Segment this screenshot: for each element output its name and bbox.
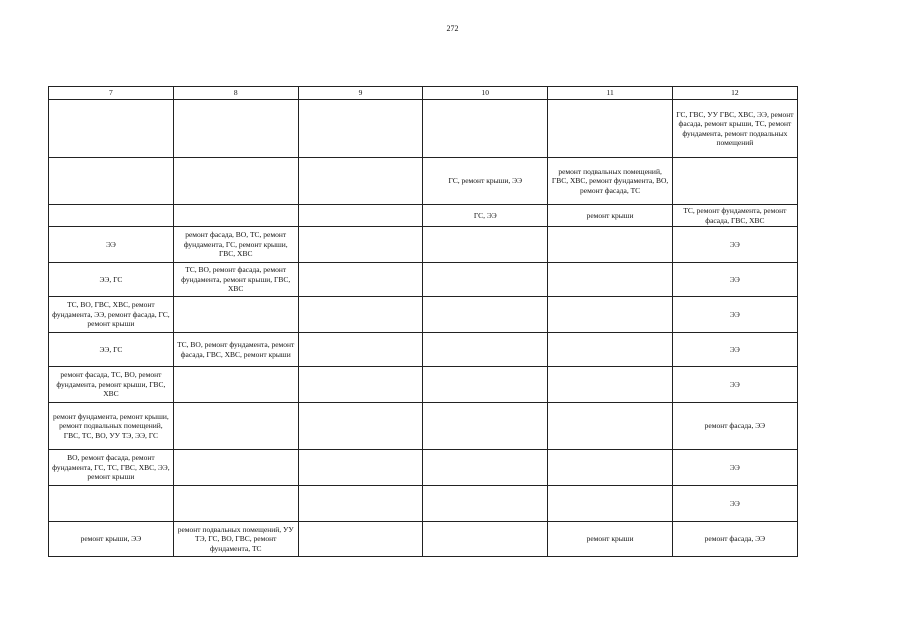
table-cell (298, 333, 423, 367)
table-cell (173, 486, 298, 522)
table-cell (298, 263, 423, 297)
table-row (49, 486, 798, 522)
table-cell (672, 158, 797, 205)
table-cell: ремонт крыши, ЭЭ (49, 522, 174, 557)
table-cell (423, 486, 548, 522)
page-number: 272 (446, 24, 459, 33)
table-body (49, 100, 798, 557)
table-cell (423, 450, 548, 486)
table-cell (423, 100, 548, 158)
table-cell (173, 450, 298, 486)
table-cell: ТС, ремонт фундамента, ремонт фасада, ГВС, ХВС (672, 205, 797, 227)
table-cell (298, 100, 423, 158)
table-cell: ЭЭ (672, 367, 797, 403)
table-cell: ЭЭ, ГС (49, 263, 174, 297)
works-table (48, 86, 798, 557)
table-cell (423, 522, 548, 557)
table-cell (173, 205, 298, 227)
table-cell (423, 333, 548, 367)
column-header: 10 (423, 87, 548, 100)
table-cell: ТС, ВО, ремонт фундамента, ремонт фасада, ГВС, ХВС, ремонт крыши (173, 333, 298, 367)
table-cell: ЭЭ (672, 227, 797, 263)
table-cell: ГС, ЭЭ (423, 205, 548, 227)
table-cell (548, 263, 673, 297)
table-cell (548, 403, 673, 450)
table-cell: ремонт подвальных помещений, ГВС, ХВС, ремонт фундамента, ВО, ремонт фасада, ТС (548, 158, 673, 205)
table-cell: ТС, ВО, ремонт фасада, ремонт фундамента, ремонт крыши, ГВС, ХВС (173, 263, 298, 297)
table-cell (173, 158, 298, 205)
header-row (49, 87, 798, 100)
table-cell (548, 227, 673, 263)
table-cell (173, 403, 298, 450)
table-cell (548, 333, 673, 367)
table-cell: ГС, ремонт крыши, ЭЭ (423, 158, 548, 205)
table-cell (423, 263, 548, 297)
table-cell (548, 297, 673, 333)
column-header: 11 (548, 87, 673, 100)
table-row (49, 263, 798, 297)
table-cell (423, 367, 548, 403)
table-cell (298, 297, 423, 333)
table-cell (548, 367, 673, 403)
column-header: 7 (49, 87, 174, 100)
column-header: 8 (173, 87, 298, 100)
table-row (49, 367, 798, 403)
table-row (49, 403, 798, 450)
table-cell: ВО, ремонт фасада, ремонт фундамента, ГС, ТС, ГВС, ХВС, ЭЭ, ремонт крыши (49, 450, 174, 486)
table-cell (298, 522, 423, 557)
table-cell: ремонт подвальных помещений, УУ ТЭ, ГС, ВО, ГВС, ремонт фундамента, ТС (173, 522, 298, 557)
table-cell: ЭЭ (672, 486, 797, 522)
table-cell (423, 403, 548, 450)
table-cell (298, 205, 423, 227)
table-row (49, 205, 798, 227)
table-row (49, 450, 798, 486)
table-row (49, 158, 798, 205)
table-cell: ремонт фасада, ТС, ВО, ремонт фундамента, ремонт крыши, ГВС, ХВС (49, 367, 174, 403)
table-row (49, 522, 798, 557)
table-cell (298, 486, 423, 522)
table-row (49, 333, 798, 367)
table-cell: ремонт фасада, ЭЭ (672, 522, 797, 557)
table-cell: ГС, ГВС, УУ ГВС, ХВС, ЭЭ, ремонт фасада, ремонт крыши, ТС, ремонт фундамента, ремонт подвальных помещений (672, 100, 797, 158)
table-cell (298, 158, 423, 205)
table-cell: ЭЭ (672, 263, 797, 297)
table-cell: ремонт фасада, ВО, ТС, ремонт фундамента, ГС, ремонт крыши, ГВС, ХВС (173, 227, 298, 263)
table-cell: ремонт крыши (548, 522, 673, 557)
table-cell: ремонт фасада, ЭЭ (672, 403, 797, 450)
table-cell (173, 367, 298, 403)
table-cell: ЭЭ, ГС (49, 333, 174, 367)
table-row (49, 297, 798, 333)
table-cell: ЭЭ (672, 333, 797, 367)
table-cell: ЭЭ (672, 450, 797, 486)
table-cell (49, 486, 174, 522)
table-row (49, 227, 798, 263)
table-cell: ТС, ВО, ГВС, ХВС, ремонт фундамента, ЭЭ, ремонт фасада, ГС, ремонт крыши (49, 297, 174, 333)
table-cell: ремонт фундамента, ремонт крыши, ремонт подвальных помещений, ГВС, ТС, ВО, УУ ТЭ, ЭЭ, ГС (49, 403, 174, 450)
table-cell (298, 367, 423, 403)
table-cell (298, 403, 423, 450)
table-cell (423, 297, 548, 333)
table-cell (49, 205, 174, 227)
table-cell (49, 100, 174, 158)
table-cell: ремонт крыши (548, 205, 673, 227)
table-cell (548, 450, 673, 486)
table-cell (423, 227, 548, 263)
table-cell (298, 227, 423, 263)
table-cell (548, 100, 673, 158)
table-cell: ЭЭ (672, 297, 797, 333)
column-header: 12 (672, 87, 797, 100)
table-cell (173, 297, 298, 333)
column-header: 9 (298, 87, 423, 100)
table-cell: ЭЭ (49, 227, 174, 263)
table-cell (173, 100, 298, 158)
table-cell (548, 486, 673, 522)
table-row (49, 100, 798, 158)
table-cell (298, 450, 423, 486)
table-cell (49, 158, 174, 205)
